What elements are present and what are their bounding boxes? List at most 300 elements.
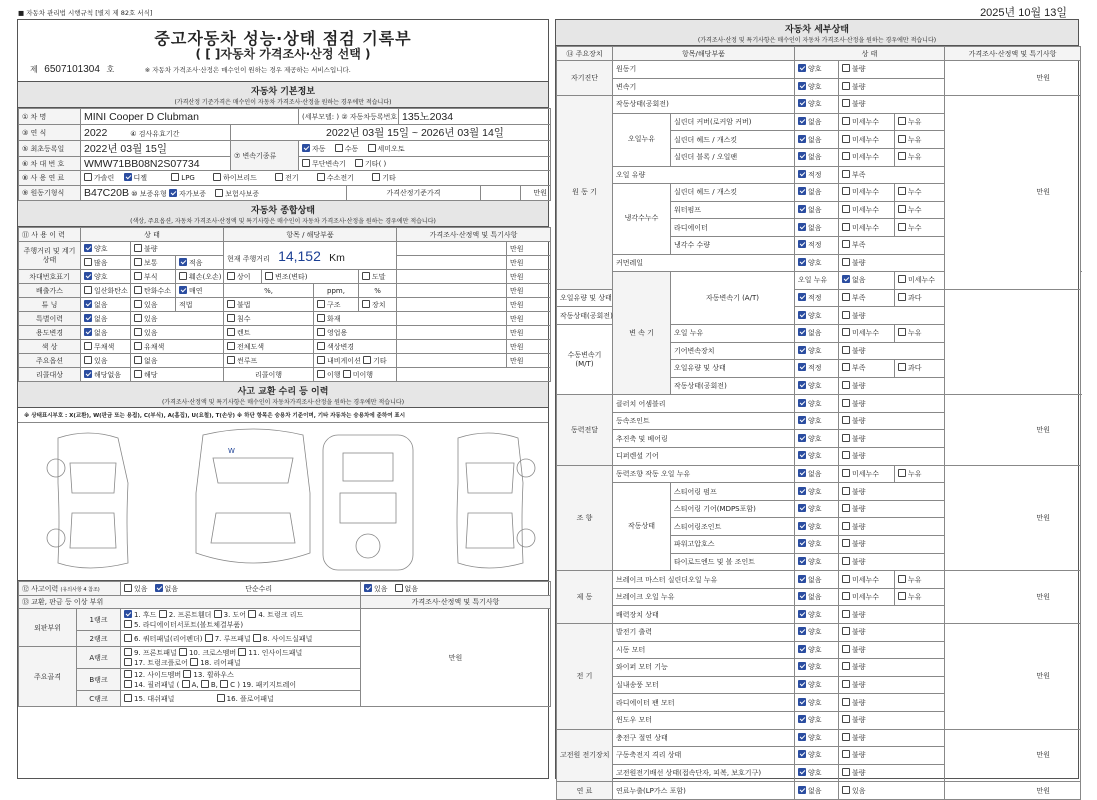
form-title: 중고자동차 성능·상태 점검 기록부 [154,29,412,48]
bad-checkbox[interactable] [842,662,850,670]
gauge-good-checkbox[interactable] [84,244,92,252]
part-r42: 연료누출(LP가스 포함) [613,782,795,800]
good-checkbox[interactable] [798,698,806,706]
detail-model: (세부모델: ) ② 자동차등록번호 [299,109,399,125]
status-header: 상 태 [81,228,224,242]
detail-price-unit: 만원 [945,96,1081,290]
part-r16: 오일 누유 [671,324,795,342]
main-frame-label: 주요골격 [19,647,77,707]
minor_leak-checkbox[interactable] [842,187,850,195]
recall-applicable-checkbox[interactable] [134,370,142,378]
trunk-floor-checkbox[interactable] [124,658,132,666]
mileage-many-checkbox[interactable] [84,258,92,266]
repair-history-table: ⑫ 사고이력 (유의사항 4 참조) 있음 없음 단순수리 있음 없음 ⑬ 교환, 판금 등 이상 부위 가격조사·산정액 및 특기사항 외판부위 1랭크 1. 후드 2. 프론트휀더 3. 도어 4. 트렁크 리드 5. 라디에이터서포트(볼트체결부품) 만원 2랭크 6. 쿼터패널(리어펜더) 7. 루프패널 8. 사이드실패널 주요골격 A랭크 9. 프론트패널 10. 크로스멤버 11. 인사이드패널 17. 트렁크플로어 18. 리어패널 B랭크 12. 사이드멤버 13. 휠하우스 14. 필러패널 ( A, B, C ) 19. 패키지트레이 C랭크 15. 대쉬패널 16. 플로어패널 [18,581,551,707]
group-engine: 원 동 기 [557,96,613,290]
group-hv: 고전원 전기장치 [557,729,613,782]
part-r33: 발전기 출력 [613,624,795,642]
detail-price-unit: 만원 [945,61,1081,96]
navi-checkbox[interactable] [317,356,325,364]
good-checkbox[interactable] [798,258,806,266]
car-body-diagram [18,423,548,581]
usage-none-checkbox[interactable] [84,328,92,336]
leak-checkbox[interactable] [898,575,906,583]
exists-checkbox[interactable] [842,786,850,794]
repair-price-unit: 만원 [361,609,551,707]
price-service-note: ※ 자동차 가격조사·산정은 매수인이 원하는 경우 제공하는 서비스입니다. [144,66,351,74]
part-r8: 실린더 헤드 / 개스킷 [671,184,795,202]
side-member-checkbox[interactable] [124,670,132,678]
part-r3: 작동상태(공회전) [613,96,795,114]
lack-checkbox[interactable] [842,363,850,371]
vin-label: ⑥ 차 대 번 호 [19,157,81,171]
special-exists-checkbox[interactable] [134,314,142,322]
bad-checkbox[interactable] [842,311,850,319]
special-none-checkbox[interactable] [84,314,92,322]
minor-checkbox[interactable] [842,135,850,143]
good-checkbox[interactable] [798,750,806,758]
leak-checkbox[interactable] [898,592,906,600]
usage-change-label: 용도변경 [19,326,81,340]
good-checkbox[interactable] [798,627,806,635]
tuning-exists-checkbox[interactable] [134,300,142,308]
bad-checkbox[interactable] [842,680,850,688]
good-checkbox[interactable] [798,504,806,512]
leak-checkbox[interactable] [898,117,906,125]
minor-checkbox[interactable] [842,328,850,336]
mileage-label: 주행거리 및 계기상태 [19,242,81,270]
plate-corrosion-checkbox[interactable] [134,272,142,280]
pillar-c-checkbox[interactable] [220,680,228,688]
inside-panel-checkbox[interactable] [238,648,246,656]
rent-checkbox[interactable] [227,328,235,336]
basic-info-title: 자동차 기본정보 [251,87,315,97]
first-registration: 2022년 03월 15일 [81,141,231,157]
good-checkbox[interactable] [798,680,806,688]
rankC-label: C랭크 [77,691,121,707]
part-r25: 스티어링 펌프 [671,483,795,501]
good-checkbox[interactable] [798,522,806,530]
excess-checkbox[interactable] [898,363,906,371]
good-checkbox[interactable] [798,768,806,776]
fuel-hydrogen-checkbox[interactable] [317,173,325,181]
sub-coolant_leak: 냉각수누수 [613,184,671,254]
bad-checkbox[interactable] [842,715,850,723]
emission-co-checkbox[interactable] [84,286,92,294]
trans-cvt-checkbox[interactable] [302,159,310,167]
minor-checkbox[interactable] [842,592,850,600]
bad-checkbox[interactable] [842,82,850,90]
full-paint-checkbox[interactable] [227,342,235,350]
part-r6: 실린더 블록 / 오일팬 [671,148,795,166]
recall-done-checkbox[interactable] [317,370,325,378]
record-number: 6507101304 [44,64,100,75]
group-steering: 조 향 [557,465,613,571]
rankA-label: A랭크 [77,647,121,669]
bad-checkbox[interactable] [842,99,850,107]
good-checkbox[interactable] [798,64,806,72]
front-panel-checkbox[interactable] [124,648,132,656]
good-checkbox[interactable] [798,610,806,618]
proper-checkbox[interactable] [798,170,806,178]
item-header: 항목 / 해당부품 [224,228,397,242]
sub-steer_op: 작동상태 [613,483,671,571]
dash-panel-checkbox[interactable] [124,694,132,702]
lack-checkbox[interactable] [842,240,850,248]
left-panel [17,19,549,779]
form-title-box [18,20,548,82]
plate-damaged-checkbox[interactable] [179,272,187,280]
pillar-a-checkbox[interactable] [182,680,190,688]
water_leak-checkbox[interactable] [898,223,906,231]
fuel-hybrid-checkbox[interactable] [213,173,221,181]
part-r20: 클러치 어셈블리 [613,395,795,413]
bad-checkbox[interactable] [842,399,850,407]
good-checkbox[interactable] [798,645,806,653]
options-none-checkbox[interactable] [134,356,142,364]
good-checkbox[interactable] [798,99,806,107]
none-checkbox[interactable] [798,786,806,794]
part-r41: 고전원전기배선 상태(접속단자, 피복, 보호기구) [613,764,795,782]
proper-checkbox[interactable] [798,240,806,248]
lack-checkbox[interactable] [842,170,850,178]
color-change-checkbox[interactable] [317,342,325,350]
tuning-label: 튜 닝 [19,298,81,312]
recall-not-done-checkbox[interactable] [343,370,351,378]
part-r14: 오일유량 및 상태 [557,289,613,307]
part-r39: 충전구 절연 상태 [613,729,795,747]
bad-checkbox[interactable] [842,768,850,776]
fuel-options: 가솔린 디젤 LPG 하이브리드 전기 수소전기 기타 [81,171,551,186]
first-reg-label: ⑤ 최초등록일 [19,141,81,157]
registration-number: 135노2034 [399,109,551,125]
part-r2: 변속기 [613,78,795,96]
tuning-structure-checkbox[interactable] [317,300,325,308]
part-r24: 동력조향 작동 오일 누유 [613,465,795,483]
rankB-label: B랭크 [77,669,121,691]
plate-altered-checkbox[interactable] [265,272,273,280]
none-checkbox[interactable] [798,592,806,600]
part-r26: 스티어링 기어(MDPS포함) [671,500,795,518]
door-checkbox[interactable] [214,610,222,618]
part-r36: 실내송풍 모터 [613,676,795,694]
sub-mt: 수동변속기 (M/T) [557,324,613,394]
water_leak-checkbox[interactable] [898,205,906,213]
part-r5: 실린더 헤드 / 개스킷 [671,131,795,149]
proper-checkbox[interactable] [798,363,806,371]
car-name: MINI Cooper D Clubman [81,109,299,125]
good-checkbox[interactable] [798,715,806,723]
basic-info-sub: (가격산정 기준가격은 매수인이 자동차 가격조사·산정을 원하는 경우에만 적습니다) [174,99,392,106]
floor-panel-checkbox[interactable] [217,694,225,702]
car-name-label: ① 차 명 [19,109,81,125]
part-r28: 파워고압호스 [671,536,795,554]
usage-exists-checkbox[interactable] [134,328,142,336]
accident-title: 사고 교환 수리 등 이력 [237,387,329,397]
warranty-insurer-checkbox[interactable] [215,189,223,197]
bad-checkbox[interactable] [842,381,850,389]
good-checkbox[interactable] [798,82,806,90]
lack-checkbox[interactable] [842,293,850,301]
none-checkbox[interactable] [798,117,806,125]
good-checkbox[interactable] [798,487,806,495]
trans-semi-checkbox[interactable] [368,144,376,152]
part-r40: 구동축전지 격리 상태 [613,747,795,765]
bad-checkbox[interactable] [842,539,850,547]
part-r18: 오일유량 및 상태 [671,360,795,378]
bad-checkbox[interactable] [842,416,850,424]
price-base-label: 가격산정기준가격 [347,186,481,201]
damage-mark: W [228,447,235,455]
group-fuel: 연 료 [557,782,613,800]
part-r22: 추진축 및 베어링 [613,430,795,448]
flood-checkbox[interactable] [227,314,235,322]
proper-checkbox[interactable] [798,293,806,301]
fuel-gasoline-checkbox[interactable] [84,173,92,181]
good-checkbox[interactable] [798,346,806,354]
color-label: 색 상 [19,340,81,354]
right-panel [555,19,1079,795]
part-r7: 오일 유량 [613,166,795,184]
rear-panel-checkbox[interactable] [190,658,198,666]
accident-none-checkbox[interactable] [155,584,163,592]
trans-etc-checkbox[interactable] [355,159,363,167]
group-brake: 제 동 [557,571,613,624]
mileage-value: 14,152 [278,247,321,264]
part-r38: 윈도우 모터 [613,711,795,729]
bad-checkbox[interactable] [842,258,850,266]
roof-panel-checkbox[interactable] [205,634,213,642]
part-r17: 기어변속장치 [671,342,795,360]
overall-status-sub: (색상, 주요옵션, 자동차 가격조사·산정액 및 특기사항은 매수인이 자동차 가격조사·산정을 원하는 경우에만 적습니다) [130,218,436,225]
exchange-header: ⑬ 교환, 판금 등 이상 부위 [19,596,361,609]
bad-checkbox[interactable] [842,733,850,741]
plate-different-checkbox[interactable] [227,272,235,280]
none-checkbox[interactable] [798,205,806,213]
detail-price-unit: 만원 [945,571,1081,624]
sunroof-checkbox[interactable] [227,356,235,364]
minor-checkbox[interactable] [842,117,850,125]
mileage-normal-checkbox[interactable] [134,258,142,266]
excess-checkbox[interactable] [898,293,906,301]
accident-sub: (가격조사·산정액 및 특기사항은 매수인이 자동차가격조사·산정을 원하는 경우에만 적습니다) [161,399,405,406]
part-r4: 실린더 커버(로커암 커버) [671,113,795,131]
good-checkbox[interactable] [798,662,806,670]
plate-label: 차대번호표기 [19,270,81,284]
rank1-label: 1랭크 [77,609,121,631]
group-transmission: 변 속 기 [613,272,671,395]
good-checkbox[interactable] [798,399,806,407]
bad-checkbox[interactable] [842,627,850,635]
good-checkbox[interactable] [798,451,806,459]
leak-checkbox[interactable] [898,469,906,477]
detail-price-unit: 만원 [945,729,1081,782]
fire-checkbox[interactable] [317,314,325,322]
side-sill-checkbox[interactable] [253,634,261,642]
detail-price-unit: 만원 [945,624,1081,730]
leak-checkbox[interactable] [898,135,906,143]
good-checkbox[interactable] [798,311,806,319]
basic-info-table [18,108,551,201]
detail-status-sub: (가격조사·산정 및 특기사항은 매수인이 자동차 가격조사·산정을 원하는 경우에만 적습니다) [697,37,937,44]
fuel-label: ⑧ 사 용 연 료 [19,171,81,186]
detail-status-title: 자동차 세부상태 [785,25,849,35]
plate-smeared-checkbox[interactable] [362,272,370,280]
fuel-etc-checkbox[interactable] [372,173,380,181]
business-checkbox[interactable] [317,328,325,336]
transmission-label: ⑦ 변속기종류 [231,141,299,171]
tuning-device-checkbox[interactable] [362,300,370,308]
form-subtitle: ( [ ]자동차 가격조사·산정 선택 ) [195,47,371,61]
emission-smoke-checkbox[interactable] [179,286,187,294]
item-part-header: 항목/해당부품 [613,47,795,61]
radiator-support-checkbox[interactable] [124,620,132,628]
fuel-electric-checkbox[interactable] [275,173,283,181]
trans-auto-checkbox[interactable] [302,144,310,152]
price-header: 가격조사·산정액 및 특기사항 [397,228,551,242]
bad-checkbox[interactable] [842,346,850,354]
model-year: 2022 ④ 검사유효기간 [81,125,231,141]
part-r31: 브레이크 오일 누유 [613,588,795,606]
none-checkbox[interactable] [798,152,806,160]
warranty-self-checkbox[interactable] [169,189,177,197]
part-r37: 라디에이터 팬 모터 [613,694,795,712]
fuel-lpg-checkbox[interactable] [171,173,179,181]
mileage-few-checkbox[interactable] [179,258,187,266]
recall-label: 리콜대상 [19,368,81,382]
recall-na-checkbox[interactable] [84,370,92,378]
option-etc-checkbox[interactable] [363,356,371,364]
part-r10: 라디에이터 [671,219,795,237]
main-options-label: 주요옵션 [19,354,81,368]
part-r32: 배력장치 상태 [613,606,795,624]
none-checkbox[interactable] [842,275,850,283]
sub-oil_leak: 오일누유 [613,113,671,166]
simple-repair-exists-checkbox[interactable] [364,584,372,592]
outer-panel-label: 외판부위 [19,609,77,647]
transmission-options-row1: 자동 수동 세미오토 [299,141,551,157]
good-checkbox[interactable] [798,381,806,389]
detail-status-header [556,20,1078,46]
tuning-illegal-checkbox[interactable] [227,300,235,308]
water_leak-checkbox[interactable] [898,187,906,195]
part-r13: 오일 누유 [795,272,839,290]
accident-exists-checkbox[interactable] [124,584,132,592]
usage-history-header: ⑪ 사 용 이 력 [19,228,81,242]
fuel-diesel-checkbox[interactable] [124,173,132,181]
motor-label: ⑨ 원동기형식 [19,186,81,201]
part-r21: 등속조인트 [613,412,795,430]
group-power: 동력전달 [557,395,613,465]
part-r12: 커먼레일 [613,254,795,272]
inspection-validity: 2022년 03월 15일 ~ 2026년 03월 14일 [231,125,551,141]
part-r27: 스티어링조인트 [671,518,795,536]
none-checkbox[interactable] [798,575,806,583]
minor_leak-checkbox[interactable] [842,223,850,231]
bad-checkbox[interactable] [842,645,850,653]
group-electric: 전 기 [557,624,613,730]
tuning-none-checkbox[interactable] [84,300,92,308]
none-checkbox[interactable] [798,223,806,231]
hood-checkbox[interactable] [124,610,132,618]
detail-price-unit: 만원 [945,395,1081,465]
price-base-unit: 만원 [521,186,551,201]
leak-checkbox[interactable] [898,152,906,160]
good-checkbox[interactable] [798,416,806,424]
achromatic-checkbox[interactable] [84,342,92,350]
good-checkbox[interactable] [798,557,806,565]
emission-label: 배출가스 [19,284,81,298]
part-r30: 브레이크 마스터 실린더오일 누유 [613,571,795,589]
pillar-b-checkbox[interactable] [201,680,209,688]
part-r34: 시동 모터 [613,641,795,659]
bad-checkbox[interactable] [842,64,850,72]
minor-checkbox[interactable] [842,469,850,477]
number-prefix: 제 [30,65,38,74]
bad-checkbox[interactable] [842,504,850,512]
bad-checkbox[interactable] [842,522,850,530]
bad-checkbox[interactable] [842,451,850,459]
rank2-label: 2랭크 [77,631,121,647]
minor-checkbox[interactable] [842,152,850,160]
minor_leak-checkbox[interactable] [842,205,850,213]
exchange-price-header: 가격조사·산정액 및 특기사항 [361,596,551,609]
chromatic-checkbox[interactable] [134,342,142,350]
price-base-value [481,186,521,201]
none-checkbox[interactable] [798,469,806,477]
detail-status-col-header: 상 태 [795,47,945,61]
bad-checkbox[interactable] [842,557,850,565]
issue-date: 2025년 10월 13일 [980,7,1067,19]
special-history-label: 특별이력 [19,312,81,326]
trans-manual-checkbox[interactable] [335,144,343,152]
detail-price-unit: 만원 [945,465,1081,571]
group-selfdiag: 자기진단 [557,61,613,96]
good-checkbox[interactable] [798,434,806,442]
record-number-line [30,64,351,75]
trunk-lid-checkbox[interactable] [248,610,256,618]
main-device-header: ⑭ 주요장치 [557,47,613,61]
cross-member-checkbox[interactable] [179,648,187,656]
minor-checkbox[interactable] [842,575,850,583]
bad-checkbox[interactable] [842,750,850,758]
bad-checkbox[interactable] [842,487,850,495]
bad-checkbox[interactable] [842,434,850,442]
plate-good-checkbox[interactable] [84,272,92,280]
simple-repair-none-checkbox[interactable] [395,584,403,592]
none-checkbox[interactable] [798,328,806,336]
wheel-house-checkbox[interactable] [183,670,191,678]
bad-checkbox[interactable] [842,698,850,706]
bad-checkbox[interactable] [842,610,850,618]
options-exists-checkbox[interactable] [84,356,92,364]
gauge-bad-checkbox[interactable] [134,244,142,252]
transmission-options-row2: 무단변속기 기타( ) [299,157,551,171]
good-checkbox[interactable] [798,733,806,741]
emission-hc-checkbox[interactable] [134,286,142,294]
none-checkbox[interactable] [798,135,806,143]
accident-history-label: ⑫ 사고이력 (유의사항 4 참조) [19,582,121,596]
overall-status-header [18,201,548,227]
good-checkbox[interactable] [798,539,806,547]
part-r29: 타이로드엔드 및 볼 조인트 [671,553,795,571]
front-fender-checkbox[interactable] [159,610,167,618]
part-r11: 냉각수 수량 [671,236,795,254]
quarter-panel-checkbox[interactable] [124,634,132,642]
leak-checkbox[interactable] [898,328,906,336]
pillar-panel-checkbox[interactable] [124,680,132,688]
none-checkbox[interactable] [798,187,806,195]
minor-checkbox[interactable] [898,275,906,283]
